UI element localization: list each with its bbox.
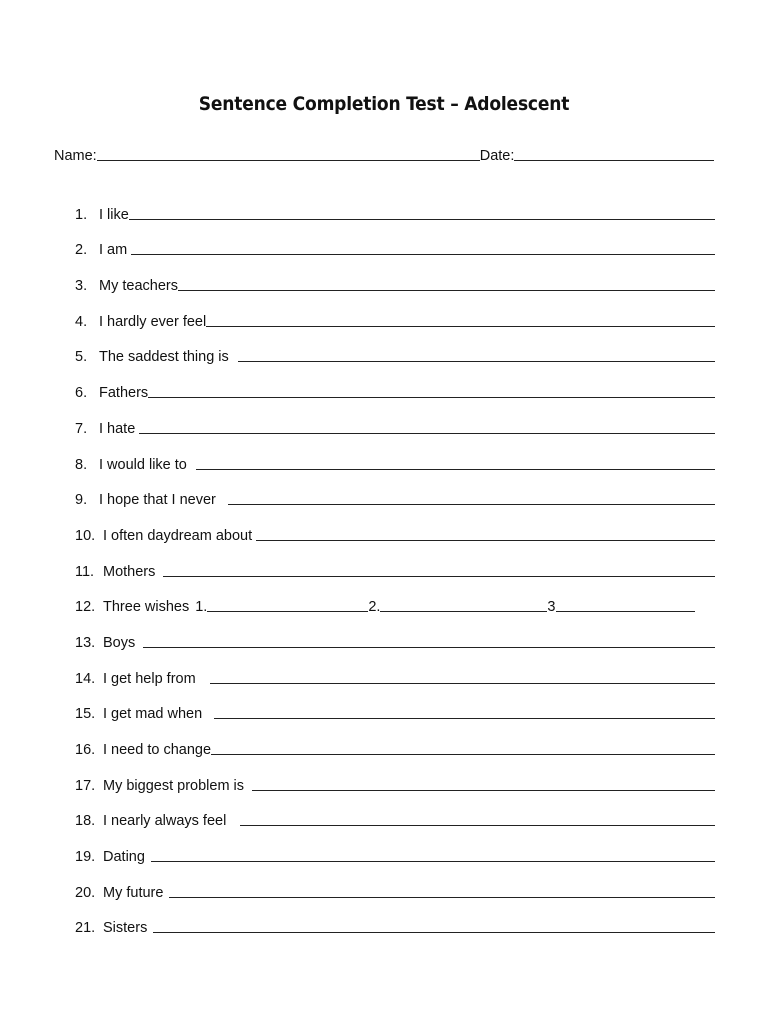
question-prompt: I like (99, 206, 129, 223)
question-item (75, 342, 715, 378)
question-number: 21. (75, 920, 96, 937)
wish-label: 1. (195, 599, 208, 616)
question-item (75, 306, 715, 342)
question-item (75, 877, 715, 913)
question-number: 3. (75, 278, 88, 295)
question-prompt: The saddest thing is (99, 349, 229, 366)
page-title: Sentence Completion Test – Adolescent (198, 93, 570, 115)
question-item (75, 413, 715, 449)
question-prompt: My biggest problem is (103, 777, 245, 794)
answer-line[interactable] (139, 419, 715, 434)
question-prompt: I hate (99, 420, 136, 437)
answer-line[interactable] (129, 205, 715, 220)
question-prompt: Boys (103, 634, 136, 651)
question-item (75, 520, 715, 556)
name-field[interactable] (97, 146, 480, 161)
answer-line[interactable] (210, 669, 715, 684)
question-number: 6. (75, 385, 88, 402)
question-item (75, 913, 715, 949)
question-item (75, 485, 715, 521)
answer-line[interactable] (214, 704, 715, 719)
name-label: Name: (54, 148, 97, 164)
answer-line[interactable] (153, 918, 715, 933)
question-prompt: My teachers (99, 278, 178, 295)
question-item (75, 806, 715, 842)
question-item (75, 270, 715, 306)
question-item (75, 663, 715, 699)
wish-answer-line[interactable] (556, 597, 695, 612)
answer-line[interactable] (178, 276, 715, 291)
wish-label: 2. (368, 599, 381, 616)
question-number: 8. (75, 456, 88, 473)
question-item (75, 627, 715, 663)
question-prompt: I hardly ever feel (99, 313, 207, 330)
question-item (75, 699, 715, 735)
answer-line[interactable] (196, 455, 715, 470)
answer-line[interactable] (163, 562, 715, 577)
answer-line[interactable] (240, 811, 715, 826)
answer-line[interactable] (228, 490, 715, 505)
question-number: 10. (75, 527, 96, 544)
question-number: 20. (75, 884, 96, 901)
wish-label: 3 (547, 599, 556, 616)
question-number: 5. (75, 349, 88, 366)
question-prompt: My future (103, 884, 164, 901)
question-prompt: I get help from (103, 670, 196, 687)
question-prompt: I need to change (103, 742, 212, 758)
question-prompt: I nearly always feel (103, 813, 227, 830)
question-number: 2. (75, 242, 88, 259)
answer-line[interactable] (151, 847, 715, 862)
question-number: 9. (75, 492, 88, 509)
answer-line[interactable] (148, 383, 715, 398)
question-item (75, 199, 715, 235)
question-number: 11. (75, 563, 95, 580)
question-number: 7. (75, 420, 88, 437)
question-prompt: Three wishes (103, 599, 190, 616)
question-number: 19. (75, 849, 96, 866)
question-item (75, 770, 715, 806)
answer-line[interactable] (143, 633, 715, 648)
question-number: 16. (75, 742, 96, 758)
question-number: 15. (75, 706, 96, 723)
question-prompt: Dating (103, 849, 145, 866)
question-number: 1. (75, 206, 88, 223)
wish-answer-line[interactable] (380, 597, 547, 612)
question-prompt: Mothers (103, 563, 156, 580)
date-label: Date: (479, 148, 515, 164)
question-item (75, 556, 715, 592)
question-prompt: I often daydream about (103, 527, 253, 544)
answer-line[interactable] (211, 740, 715, 755)
answer-line[interactable] (206, 312, 715, 327)
question-number: 12. (75, 599, 96, 616)
question-item (75, 841, 715, 877)
answer-line[interactable] (256, 526, 715, 541)
question-prompt: I hope that I never (99, 492, 216, 509)
question-item (75, 734, 715, 770)
question-prompt: Sisters (103, 920, 148, 937)
question-item (75, 235, 715, 271)
question-item (75, 449, 715, 485)
question-number: 17. (75, 777, 96, 794)
answer-line[interactable] (169, 883, 715, 898)
question-number: 18. (75, 813, 96, 830)
question-number: 4. (75, 313, 88, 330)
wish-answer-line[interactable] (207, 597, 368, 612)
question-number: 14. (75, 670, 96, 687)
header-row (54, 144, 714, 164)
question-prompt: Fathers (99, 385, 149, 402)
question-prompt: I would like to (99, 456, 187, 473)
answer-line[interactable] (238, 347, 715, 362)
question-list (75, 199, 715, 948)
wishes-group (195, 597, 715, 615)
question-number: 13. (75, 634, 96, 651)
question-item (75, 377, 715, 413)
answer-line[interactable] (252, 776, 715, 791)
answer-line[interactable] (131, 240, 715, 255)
question-item (75, 592, 715, 628)
date-field[interactable] (514, 146, 714, 161)
question-prompt: I am (99, 242, 128, 259)
question-prompt: I get mad when (103, 706, 203, 723)
